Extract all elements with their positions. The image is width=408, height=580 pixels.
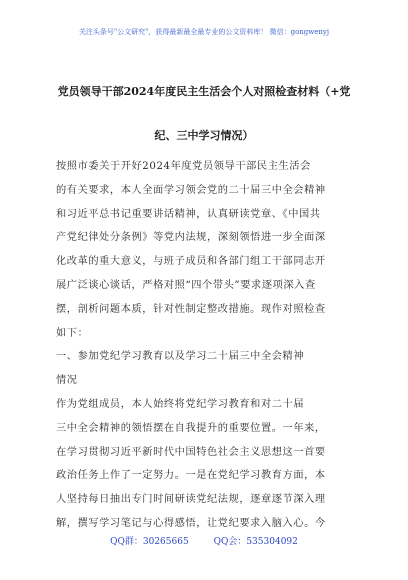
- footer-contacts: [0, 534, 408, 547]
- body-line: 三中全会精神的领悟摆在自我提升的重要位置。一年来，: [56, 422, 326, 434]
- body-line: 人坚持每日抽出专门时间研读党纪法规，逐章逐节深入理: [56, 494, 326, 506]
- title-line-1: 党员领导干部2024年度民主生活会个人对照检查材料（+党: [57, 85, 351, 98]
- body-text: [56, 155, 364, 536]
- footer-qq-group: QQ群：30265665: [110, 537, 189, 547]
- section-heading-line: 一、参加党纪学习教育以及学习二十届三中全会精神: [56, 351, 305, 363]
- document-title: [40, 70, 368, 158]
- title-line-2: 纪、三中学习情况）: [154, 129, 254, 142]
- body-line: 摆，剖析问题本质，针对性制定整改措施。现作对照检查: [56, 303, 326, 315]
- body-line: 政治任务上作了一定努力。一是在党纪学习教育方面，本: [56, 470, 326, 482]
- header-note: 关注头条号"公文研究"，获得最新最全最专业的公文资料库！ 微信：gongwenyj: [78, 28, 330, 36]
- body-line: 解，撰写学习笔记与心得感悟，让党纪要求入脑入心。今: [56, 517, 326, 529]
- body-line: 产党纪律处分条例》等党内法规，深刻领悟进一步全面深: [56, 232, 326, 244]
- body-line: 的有关要求，本人全面学习领会党的二十届三中全会精神: [56, 184, 326, 196]
- section-heading-line: 情况: [56, 375, 78, 387]
- document-body: [56, 155, 364, 536]
- body-line: 如下：: [56, 327, 89, 339]
- body-line: 展广泛谈心谈话，严格对照“四个带头”要求逐项深入查: [56, 279, 316, 291]
- footer-qq-other: QQ会：535304092: [213, 537, 298, 547]
- body-line: 在学习贯彻习近平新时代中国特色社会主义思想这一首要: [56, 446, 326, 458]
- body-line: 和习近平总书记重要讲话精神，认真研读党章、《中国共: [56, 208, 321, 220]
- body-line: 作为党组成员，本人始终将党纪学习教育和对二十届: [56, 398, 305, 410]
- body-line: 按照市委关于开好2024年度党员领导干部民主生活会: [56, 161, 311, 172]
- body-line: 化改革的重大意义，与班子成员和各部门组工干部同志开: [56, 256, 326, 268]
